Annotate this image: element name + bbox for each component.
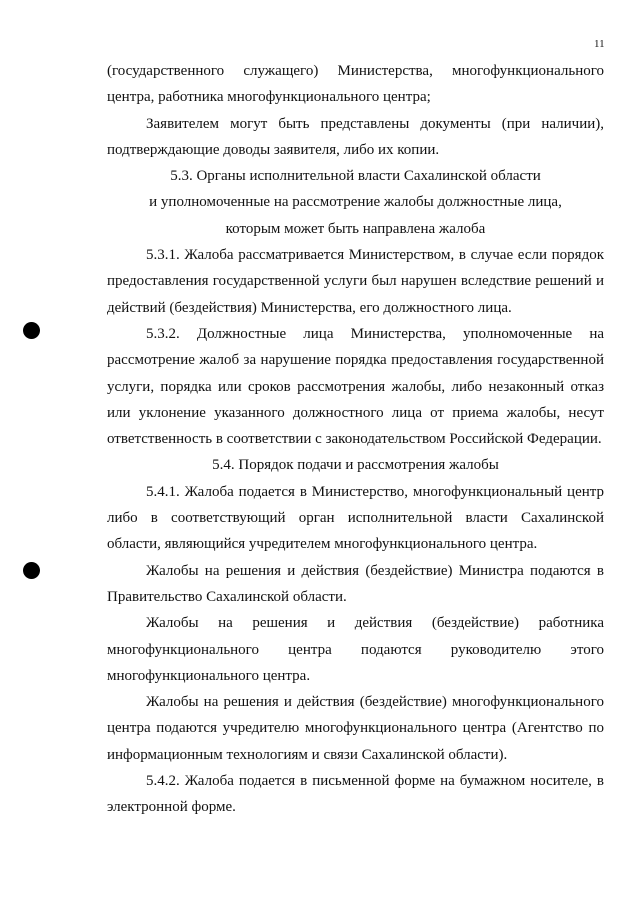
punch-hole-bottom <box>23 562 40 579</box>
section-5-3-heading-line-2: и уполномоченные на рассмотрение жалобы должностные лица, <box>149 194 562 211</box>
paragraph-5-3-2: 5.3.2. Должностные лица Министерства, уполномоченные на рассмотрение жалоб за нарушение порядка предоставления государственной услуги, порядка или сроков рассмотрения жалобы, либо незаконный отказ или уклонение указанного должностного лица от приема жалобы, несут ответственность в соответствии с законодательством Российской Федерации. <box>107 325 604 448</box>
paragraph-documents: Заявителем могут быть представлены документы (при наличии), подтверждающие доводы заявителя, либо их копии. <box>107 115 604 158</box>
section-5-3-heading <box>107 163 604 242</box>
document-body <box>107 58 604 821</box>
page-number: 11 <box>594 38 605 50</box>
paragraph-5-4-1: 5.4.1. Жалоба подается в Министерство, многофункциональный центр либо в соответствующий орган исполнительной власти Сахалинской области, являющийся учредителем многофункционального центра. <box>107 483 604 553</box>
paragraph-minister-complaints: Жалобы на решения и действия (бездействие) Министра подаются в Правительство Сахалинской области. <box>107 562 604 605</box>
paragraph-center-complaints: Жалобы на решения и действия (бездействие) многофункционального центра подаются учредителю многофункционального центра (Агентство по информационным технологиям и связи Сахалинской области). <box>107 694 604 763</box>
paragraph-continuation: (государственного служащего) Министерства, многофункционального центра, работника многофункционального центра; <box>107 63 604 106</box>
paragraph-5-3-1: 5.3.1. Жалоба рассматривается Министерством, в случае если порядок предоставления государственной услуги был нарушен вследствие решений и действий (бездействия) Министерства, его должностного лица. <box>107 247 604 316</box>
section-5-4-heading: 5.4. Порядок подачи и рассмотрения жалобы <box>212 457 499 474</box>
section-5-3-heading-line-1: 5.3. Органы исполнительной власти Сахалинской области <box>170 168 541 185</box>
punch-hole-top <box>23 322 40 339</box>
paragraph-worker-complaints: Жалобы на решения и действия (бездействие) работника многофункционального центра подаются руководителю этого многофункционального центра. <box>107 615 604 684</box>
paragraph-5-4-2: 5.4.2. Жалоба подается в письменной форме на бумажном носителе, в электронной форме. <box>107 773 604 816</box>
section-5-3-heading-line-3: которым может быть направлена жалоба <box>225 220 486 237</box>
